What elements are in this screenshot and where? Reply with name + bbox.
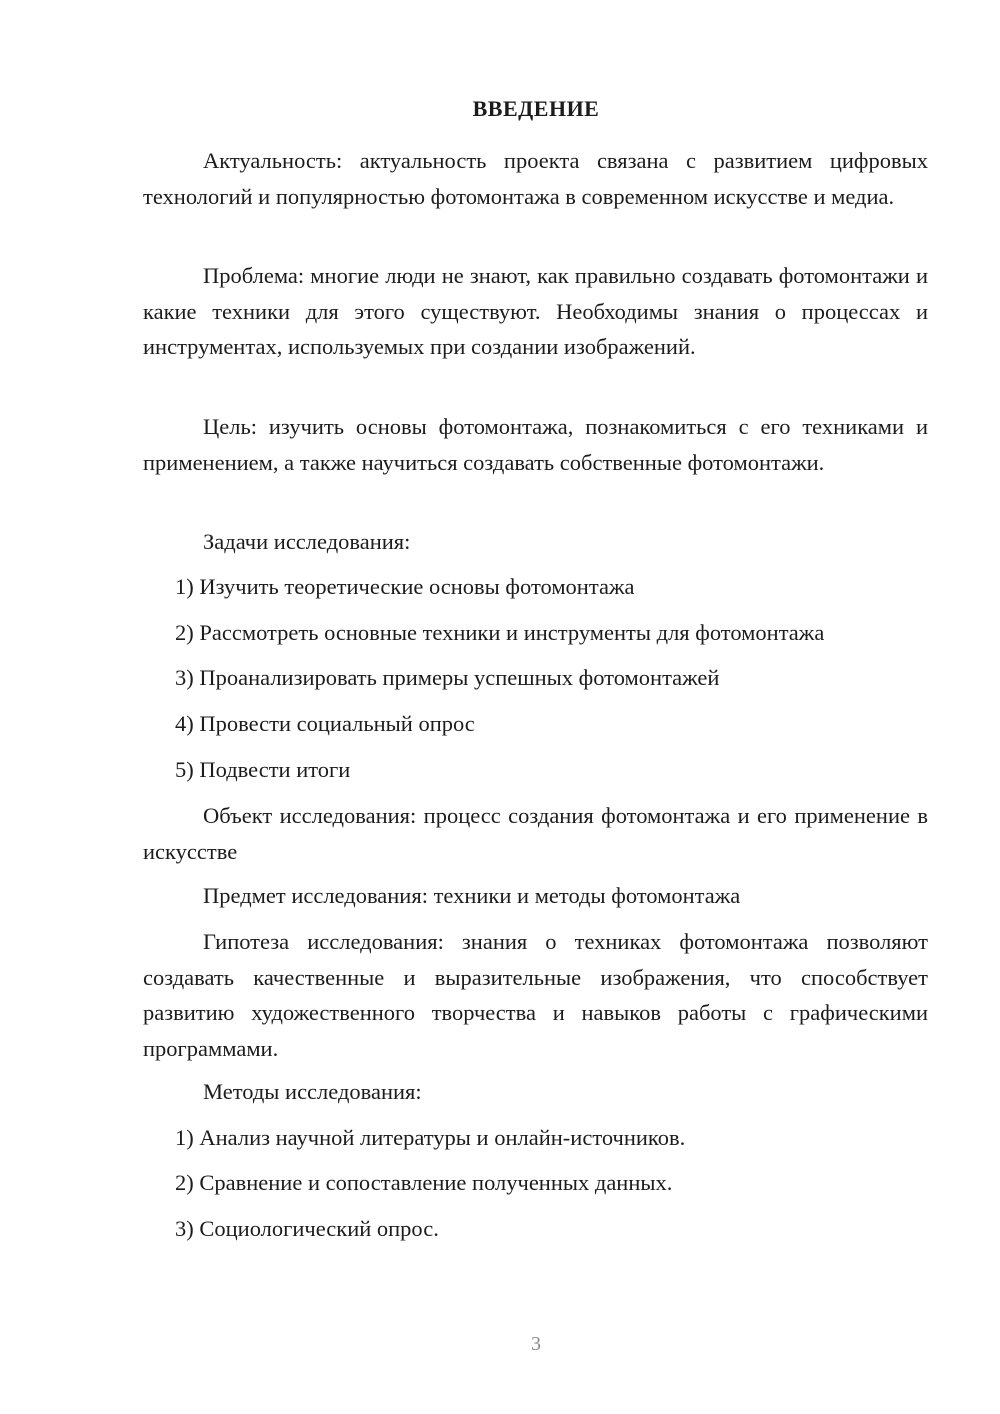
problem-paragraph: Проблема: многие люди не знают, как правильно создавать фотомонтажи и какие техники для этого существуют. Необходимы знания о процессах и инструментах, используемых при создании изображений. <box>143 263 928 359</box>
tasks-heading: Задачи исследования: <box>203 529 411 554</box>
task-item: 5) Подвести итоги <box>175 757 351 782</box>
task-item: 4) Провести социальный опрос <box>175 711 475 736</box>
method-item: 1) Анализ научной литературы и онлайн-источников. <box>175 1125 686 1150</box>
method-item: 3) Социологический опрос. <box>175 1216 439 1241</box>
method-item: 2) Сравнение и сопоставление полученных данных. <box>175 1170 673 1195</box>
relevance-paragraph: Актуальность: актуальность проекта связана с развитием цифровых технологий и популярностью фотомонтажа в современном искусстве и медиа. <box>143 148 928 209</box>
methods-heading: Методы исследования: <box>203 1079 422 1104</box>
section-title: ВВЕДЕНИЕ <box>472 96 600 121</box>
goal-paragraph: Цель: изучить основы фотомонтажа, познакомиться с его техниками и применением, а также научиться создавать собственные фотомонтажи. <box>143 414 928 475</box>
subject-paragraph: Предмет исследования: техники и методы фотомонтажа <box>203 883 741 908</box>
page-number: 3 <box>531 1333 541 1355</box>
task-item: 2) Рассмотреть основные техники и инструменты для фотомонтажа <box>175 620 825 645</box>
object-paragraph: Объект исследования: процесс создания фотомонтажа и его применение в искусстве <box>143 803 928 864</box>
task-item: 1) Изучить теоретические основы фотомонтажа <box>175 574 635 599</box>
task-item: 3) Проанализировать примеры успешных фотомонтажей <box>175 665 720 690</box>
hypothesis-paragraph: Гипотеза исследования: знания о техниках фотомонтажа позволяют создавать качественные и выразительные изображения, что способствует развитию художественного творчества и навыков работы с графическими программами. <box>143 929 928 1061</box>
